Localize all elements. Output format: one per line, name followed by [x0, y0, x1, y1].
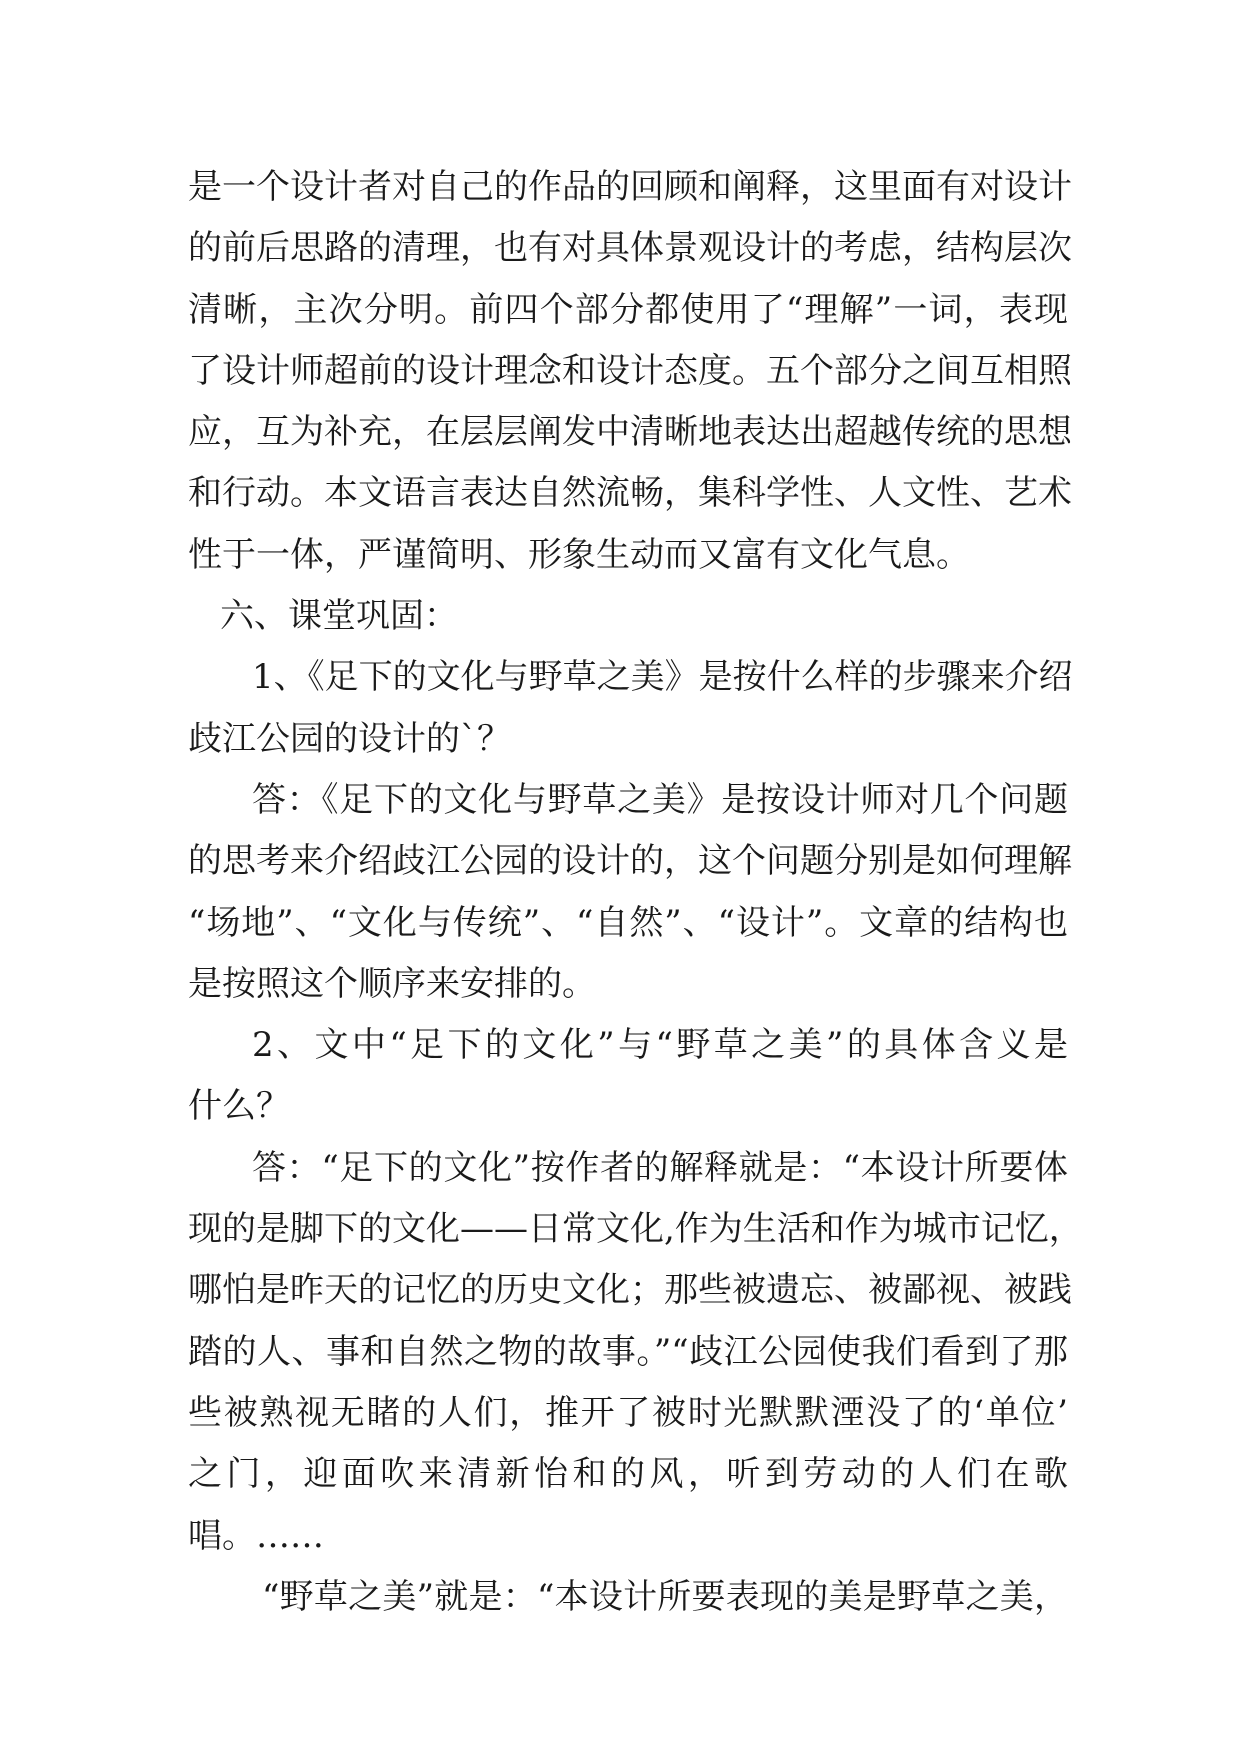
answer-line: 现的是脚下的文化——日常文化,作为生活和作为城市记忆， [188, 1209, 1083, 1250]
answer-line: 的思考来介绍歧江公园的设计的，这个问题分别是如何理解 [188, 841, 1072, 882]
answer-line: 答：《足下的文化与野草之美》是按设计师对几个问题 [252, 779, 1068, 820]
text-line: 性于一体，严谨简明、形象生动而又富有文化气息。 [188, 534, 970, 575]
answer-line: 唱。…… [188, 1515, 324, 1556]
question-line: 什么？ [188, 1086, 290, 1127]
text-line: 是一个设计者对自己的作品的回顾和阐释，这里面有对设计 [188, 167, 1072, 207]
question-line: 歧江公园的设计的`？ [188, 718, 511, 759]
text-line: 了设计师超前的设计理念和设计态度。五个部分之间互相照 [188, 350, 1072, 391]
answer-line: “场地”、“文化与传统”、“自然”、“设计”。文章的结构也 [188, 902, 1068, 943]
answer-line: 哪怕是昨天的记忆的历史文化；那些被遗忘、被鄙视、被践 [188, 1270, 1072, 1311]
answer-line: 是按照这个顺序来安排的。 [188, 963, 596, 1004]
section-heading: 六、课堂巩固： [220, 596, 458, 637]
answer-line: 答：“足下的文化”按作者的解释就是：“本设计所要体 [252, 1147, 1068, 1188]
document-body [188, 157, 1083, 1628]
text-line: 清晰，主次分明。前四个部分都使用了“理解”一词，表现 [188, 289, 1068, 330]
text-line: 和行动。本文语言表达自然流畅，集科学性、人文性、艺术 [188, 473, 1072, 514]
question-line: 1、《足下的文化与野草之美》是按什么样的步骤来介绍 [252, 657, 1073, 698]
answer-line: 之门，迎面吹来清新怡和的风，听到劳动的人们在歌 [188, 1454, 1068, 1495]
question-line: 2、文中“足下的文化”与“野草之美”的具体含义是 [252, 1025, 1068, 1066]
text-line: 的前后思路的清理，也有对具体景观设计的考虑，结构层次 [188, 228, 1072, 269]
answer-line: 踏的人、事和自然之物的故事。”“歧江公园使我们看到了那 [188, 1331, 1068, 1372]
text-line: 应，互为补充，在层层阐发中清晰地表达出超越传统的思想 [188, 412, 1072, 453]
answer-line: 些被熟视无睹的人们，推开了被时光默默湮没了的‘单位’ [188, 1392, 1068, 1433]
answer-line: “野草之美”就是：“本设计所要表现的美是野草之美， [262, 1576, 1068, 1617]
